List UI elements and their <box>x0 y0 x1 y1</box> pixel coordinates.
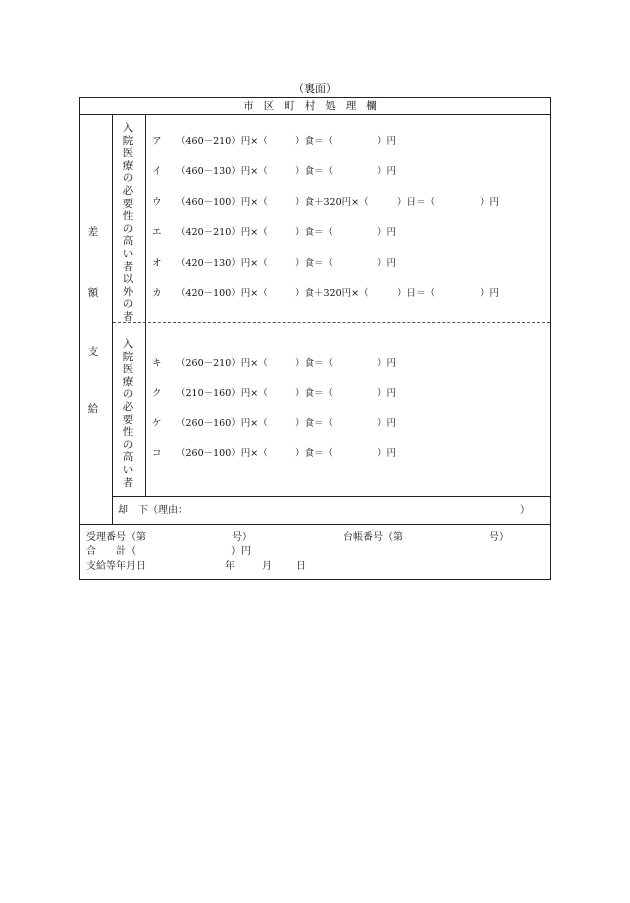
rejection-divider <box>112 496 550 497</box>
total-suffix: ）円 <box>231 546 251 557</box>
rejection-close: ） <box>520 505 530 516</box>
row-formula: （420－100）円×（ <box>176 288 268 299</box>
form-header: 市区町村処理欄 <box>243 100 387 112</box>
receipt-suffix: 号） <box>232 532 252 543</box>
row-day: ）日＝（ <box>397 288 436 299</box>
page-title: （裏面） <box>293 82 337 95</box>
row-meal: ）食＝（ <box>295 388 334 399</box>
row-formula: （260－210）円×（ <box>176 358 268 369</box>
row-meal: ）食＝（ <box>295 166 334 177</box>
row-kana: オ <box>152 258 162 269</box>
row-kana: ア <box>152 136 162 147</box>
side-label-char: 給 <box>87 403 99 415</box>
ledger-label: 台帳番号（第 <box>343 532 403 543</box>
header-divider <box>80 114 550 115</box>
row-formula: （460－210）円×（ <box>176 136 268 147</box>
row-meal: ）食＝（ <box>295 448 334 459</box>
row-end: ）円 <box>377 418 397 429</box>
date-row <box>86 560 546 573</box>
group-column-divider <box>145 114 146 496</box>
row-end: ）円 <box>377 136 397 147</box>
row-meal: ）食＝（ <box>295 136 334 147</box>
row-kana: エ <box>152 227 162 238</box>
row-end: ）円 <box>480 197 500 208</box>
group2-label: 入院医療の必要性の高い者 <box>122 338 134 489</box>
municipal-processing-form <box>79 97 551 580</box>
receipt-row <box>86 531 546 544</box>
total-row <box>86 545 546 558</box>
row-kana: コ <box>152 448 162 459</box>
row-kana: ケ <box>152 418 162 429</box>
row-kana: カ <box>152 288 162 299</box>
side-label-char: 額 <box>87 287 99 299</box>
date-year: 年 <box>225 561 235 572</box>
rejection-label: 却 下（理由： <box>118 505 188 516</box>
row-formula: （210－160）円×（ <box>176 388 268 399</box>
rejection-row <box>118 504 548 518</box>
row-end: ）円 <box>377 227 397 238</box>
row-kana: イ <box>152 166 162 177</box>
row-meal: ）食＋320円×（ <box>295 197 369 208</box>
row-end: ）円 <box>377 448 397 459</box>
row-end: ）円 <box>377 358 397 369</box>
footer-divider <box>80 524 550 525</box>
group1-label: 入院医療の必要性の高い者以外の者 <box>122 122 134 323</box>
row-formula: （460－100）円×（ <box>176 197 268 208</box>
side-label-char: 差 <box>87 226 99 238</box>
row-formula: （420－210）円×（ <box>176 227 268 238</box>
date-label: 支給等年月日 <box>86 561 146 572</box>
total-label: 合 計（ <box>86 546 136 557</box>
row-formula: （260－100）円×（ <box>176 448 268 459</box>
row-end: ）円 <box>480 288 500 299</box>
row-meal: ）食＝（ <box>295 227 334 238</box>
group-separator <box>113 322 550 323</box>
row-kana: ク <box>152 388 162 399</box>
ledger-suffix: 号） <box>489 532 509 543</box>
receipt-label: 受理番号（第 <box>86 532 146 543</box>
side-label-char: 支 <box>87 346 99 358</box>
row-end: ）円 <box>377 166 397 177</box>
row-meal: ）食＝（ <box>295 418 334 429</box>
row-kana: キ <box>152 358 162 369</box>
row-end: ）円 <box>377 258 397 269</box>
row-formula: （420－130）円×（ <box>176 258 268 269</box>
side-column-divider <box>112 114 113 524</box>
row-meal: ）食＝（ <box>295 358 334 369</box>
row-end: ）円 <box>377 388 397 399</box>
row-kana: ウ <box>152 197 162 208</box>
date-month: 月 <box>262 561 272 572</box>
row-formula: （260－160）円×（ <box>176 418 268 429</box>
row-meal: ）食＋320円×（ <box>295 288 369 299</box>
row-day: ）日＝（ <box>397 197 436 208</box>
row-formula: （460－130）円×（ <box>176 166 268 177</box>
date-day: 日 <box>296 561 306 572</box>
row-meal: ）食＝（ <box>295 258 334 269</box>
